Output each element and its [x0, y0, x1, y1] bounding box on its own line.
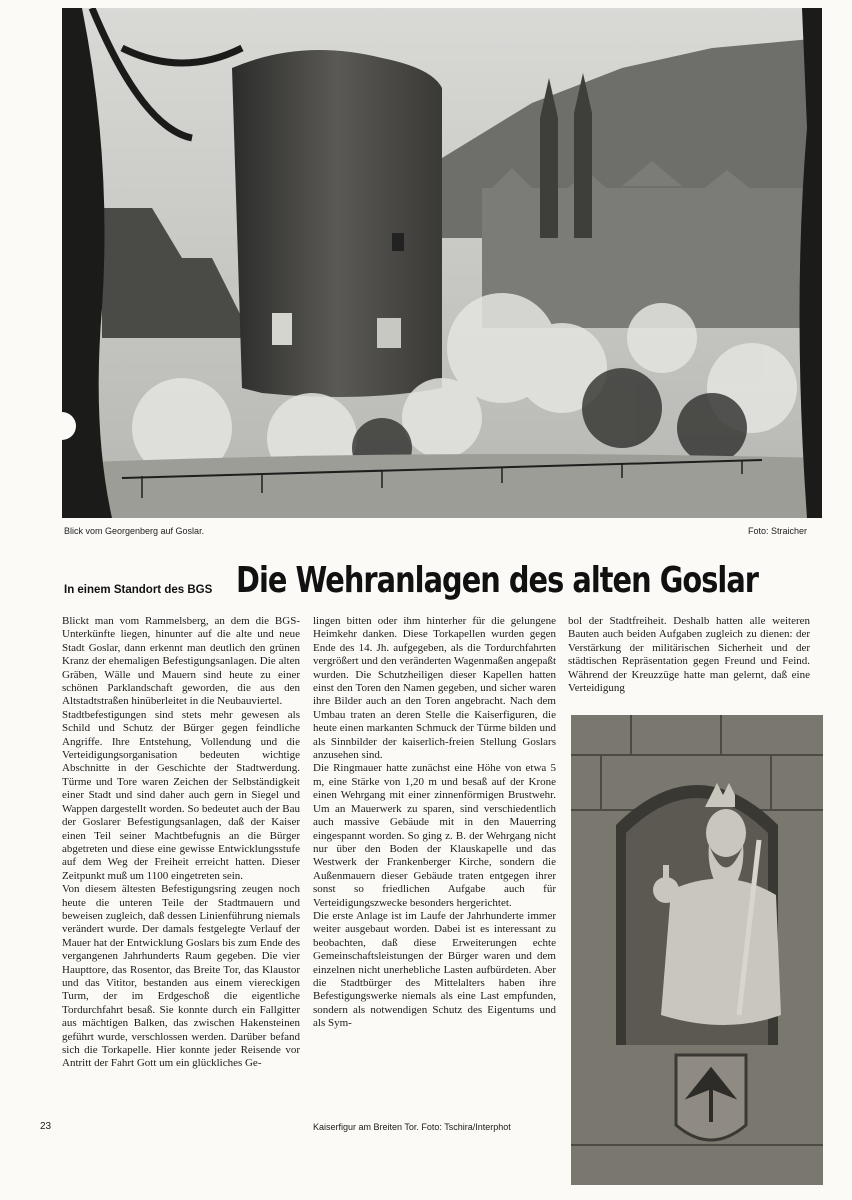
- paragraph: Die Ringmauer hatte zunächst eine Höhe von etwa 5 m, eine Stärke von 1,20 m und besaß auf der Krone einen Wehrgang mit einer zinnenförmigen Brustwehr. Um an Mauerwerk zu sparen, sind verschiedentlich auch massive Gebäude mit in den Mauerring eingespannt worden. So ging z. B. der Wehrgang nicht nur über den Boden der Klauskapelle und das Westwerk der Frankenberger Kirche, sondern die Außenmauern dieser Gebäude traten entgegen ihrer sonst so friedlichen Aufgabe auch für Verteidigungszwecke besonders hergerichtet.: [313, 762, 556, 909]
- paragraph: bol der Stadtfreiheit. Deshalb hatten alle weiteren Bauten auch beiden Aufgaben zugleich zu dienen: der Verstärkung der militärischen Sicherheit und der städtischen Repräsentation gegen Freund und Feind. Während der Kreuzzüge hatte man gelernt, daß eine Verteidigung: [568, 615, 810, 695]
- emperor-statue-illustration: [571, 715, 823, 1185]
- paragraph: Die erste Anlage ist im Laufe der Jahrhunderte immer weiter ausgebaut worden. Dabei ist es interessant zu beobachten, daß diese Erweiterungen echte Gemeinschaftsleistungen der Bürger waren und dem einzelnen nicht unerhebliche Lasten aufbürdeten. Aber die Stadtbürger des Mittelalters haben ihre Befestigungswerke niemals als eine Last empfunden, sondern als notwendigen Schutz des Eigentums und als Sym-: [313, 909, 556, 1030]
- article-column-2: [313, 615, 556, 1031]
- top-photo: [62, 8, 822, 518]
- top-photo-caption: Blick vom Georgenberg auf Goslar.: [64, 526, 205, 536]
- article-column-1: [62, 615, 300, 1071]
- article-headline: Die Wehranlagen des alten Goslar: [236, 560, 759, 601]
- statue-photo: [571, 715, 823, 1185]
- paragraph: lingen bitten oder ihm hinterher für die gelungene Heimkehr danken. Diese Torkapellen wurden gegen Ende des 14. Jh. aufgegeben, als die Tordurchfahrten vergrößert und den veränderten Wagenmaßen angepaßt wurden. Die Schutzheiligen dieser Kapellen hatten einst den Toren den Namen gegeben, und sicher waren ihre Bilder auch an den Toren angebracht. Nach dem Umbau traten an deren Stelle die Kaiserfiguren, die heute einen markanten Schmuck der Türme bilden und als Sinnbilder der kaiserlich-freien Stellung Goslars anzusehen sind.: [313, 615, 556, 762]
- top-photo-credit: Foto: Straicher: [748, 526, 808, 536]
- paragraph: Blickt man vom Rammelsberg, an dem die BGS-Unterkünfte liegen, hinunter auf die alte und neue Stadt Goslar, dann erkennt man deutlich den grünen Kranz der ehemaligen Befestigungsanlagen. Die alten Gräben, Wälle und Mauern sind heute zu einer schönen Parklandschaft geworden, die aus den Altstadtstraßen hinüberleitet in die Neubauviertel.: [62, 615, 300, 708]
- statue-photo-caption: Kaiserfigur am Breiten Tor. Foto: Tschira/Interphot: [313, 1122, 511, 1132]
- article-column-3: [568, 615, 810, 695]
- paragraph: Von diesem ältesten Befestigungsring zeugen noch heute die unteren Teile der Stadtmauern und beweisen zugleich, daß dessen Linienführung niemals verändert wurde. Der damals festgelegte Verlauf der Mauer hat der Entwicklung Goslars bis zum Ende des vergangenen Jahrhunderts Raum gegeben. Die vier Haupttore, das Rosentor, das Breite Tor, das Klaustor und das Vititor, bestanden aus einem viereckigen Turm, der im Erdgeschoß die eigentliche Tordurchfahrt besaß. Sie konnte durch ein Fallgitter aus mächtigen Balken, das zwischen Hakensteinen geführt wurde, verschlossen werden. Darüber befand sich die Torkapelle. Hier konnte jeder Reisende vor Antritt der Fahrt Gott um ein glückliches Ge-: [62, 883, 300, 1070]
- goslar-view-illustration: [62, 8, 822, 518]
- article-kicker: In einem Standort des BGS: [64, 584, 213, 596]
- page-number: 23: [40, 1121, 52, 1132]
- paragraph: Stadtbefestigungen sind stets mehr gewesen als Schild und Schutz der Bürger gegen feindliche Angriffe. Ihre Entstehung, Vollendung und die Verteidigungsorganisation bedeuten wichtige Abschnitte in der Geschichte der Stadtwerdung. Türme und Tore waren Zeichen der Selbständigkeit einer Stadt und sind daher auch gern in Siegel und Wappen dargestellt worden. So bedeutet auch der Bau der Goslarer Befestigungsanlagen, daß der Kaiser einen Teil seiner Machtbefugnis an die Bürger abgetreten und diese eine gewisse Entwicklungsstufe auf dem Weg der Freiheit erreicht hatten. Dieser Zeitpunkt muß um 1100 eingetreten sein.: [62, 708, 300, 882]
